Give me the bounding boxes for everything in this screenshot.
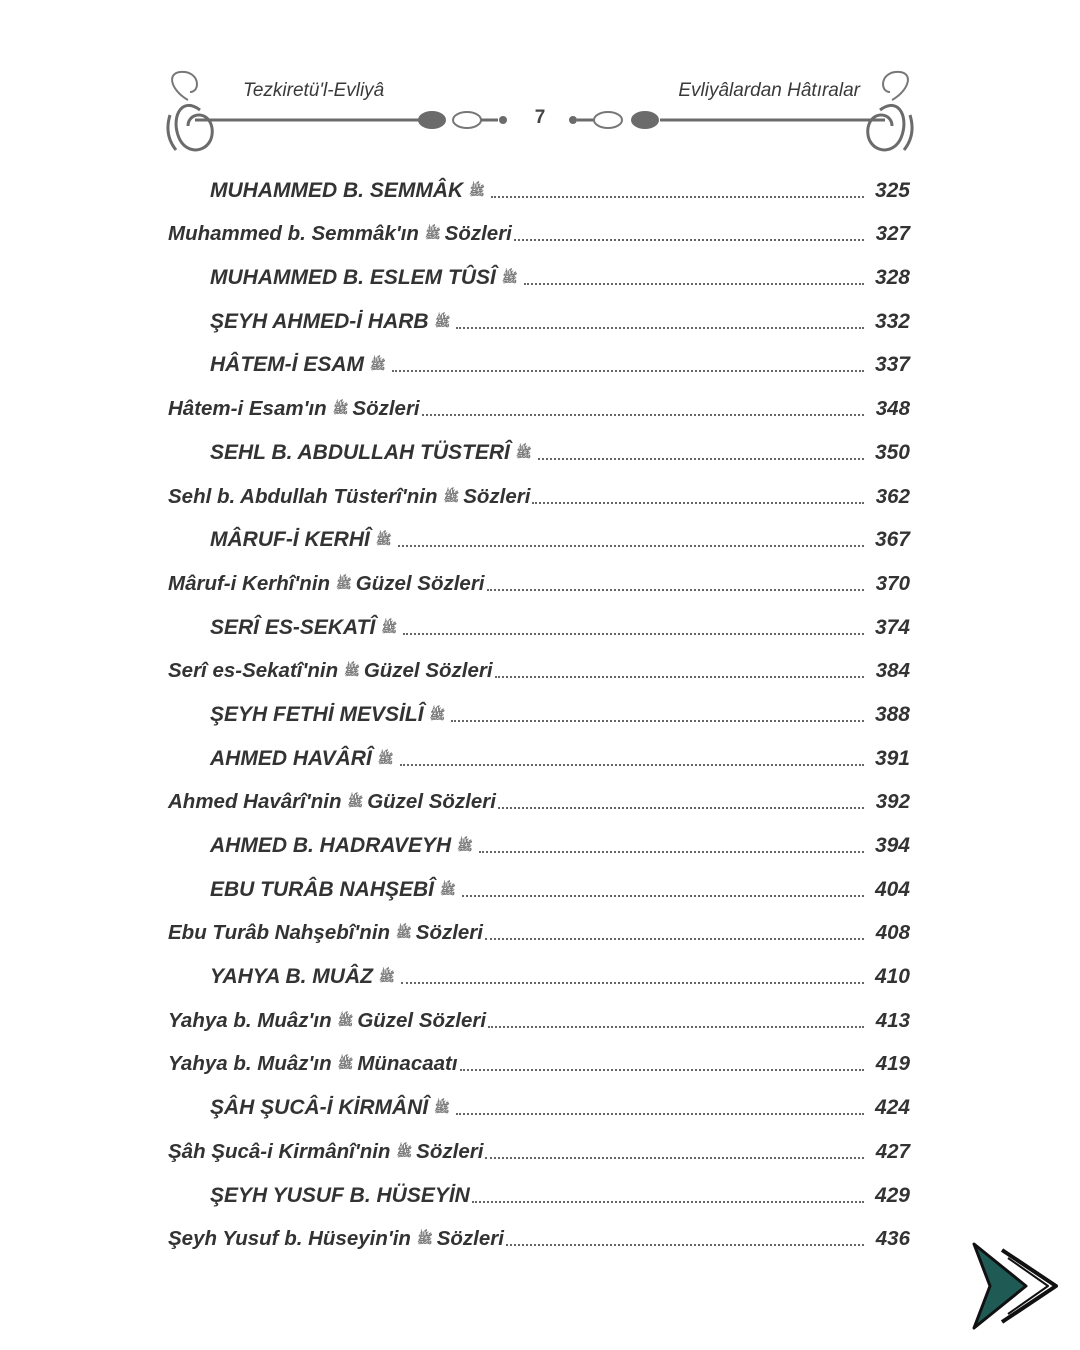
toc-entry[interactable] bbox=[168, 1128, 910, 1172]
toc-entry[interactable] bbox=[168, 1172, 910, 1216]
toc-entry[interactable] bbox=[168, 517, 910, 561]
toc-entry-page: 391 bbox=[874, 746, 910, 770]
header-section-title: Evliyâlardan Hâtıralar bbox=[678, 80, 860, 101]
toc-entry[interactable] bbox=[168, 385, 910, 429]
honorific-icon: ﷺ bbox=[375, 532, 392, 548]
header-ornament bbox=[0, 0, 1080, 170]
dot-leader bbox=[514, 239, 864, 241]
toc-entry-page: 332 bbox=[874, 309, 910, 333]
header-book-title: Tezkiretü'l-Evliyâ bbox=[243, 80, 385, 101]
toc-entry[interactable] bbox=[168, 779, 910, 823]
toc-entry[interactable] bbox=[168, 648, 910, 692]
toc-entry-suffix: Güzel Sözleri bbox=[355, 571, 485, 595]
dot-leader bbox=[460, 1069, 864, 1071]
toc-entry[interactable] bbox=[168, 429, 910, 473]
toc-entry-suffix: Güzel Sözleri bbox=[363, 659, 493, 683]
toc-entry-page: 419 bbox=[875, 1052, 910, 1076]
honorific-icon: ﷺ bbox=[370, 357, 386, 373]
toc-entry-suffix: Sözleri bbox=[416, 1139, 484, 1163]
honorific-icon: ﷺ bbox=[501, 270, 518, 286]
honorific-icon: ﷺ bbox=[396, 1143, 413, 1159]
dot-leader bbox=[538, 458, 864, 460]
toc-entry-page: 348 bbox=[875, 397, 910, 421]
dot-leader bbox=[422, 414, 864, 416]
toc-entry-page: 436 bbox=[875, 1227, 910, 1251]
honorific-icon: ﷺ bbox=[469, 182, 485, 198]
toc-entry-title: Şâh Şucâ-i Kirmânî'nin bbox=[168, 1139, 391, 1163]
toc-entry[interactable] bbox=[168, 1216, 910, 1260]
toc-entry-title: Yahya b. Muâz'ın bbox=[168, 1052, 332, 1076]
toc-entry-title: AHMED B. HADRAVEYH bbox=[210, 834, 452, 857]
toc-entry-page: 337 bbox=[874, 353, 910, 377]
dot-leader bbox=[532, 502, 864, 504]
honorific-icon: ﷺ bbox=[434, 313, 451, 329]
toc-entry[interactable] bbox=[168, 473, 910, 517]
toc-entry-title: Mâruf-i Kerhî'nin bbox=[168, 571, 331, 595]
toc-entry-page: 367 bbox=[874, 528, 910, 552]
toc-entry-page: 350 bbox=[874, 440, 910, 464]
dot-leader bbox=[487, 589, 865, 591]
toc-entry-title: SEHL B. ABDULLAH TÜSTERÎ bbox=[210, 440, 510, 464]
honorific-icon: ﷺ bbox=[443, 488, 460, 504]
toc-entry-page: 374 bbox=[874, 615, 910, 639]
toc-entry-title: Sehl b. Abdullah Tüsterî'nin bbox=[168, 484, 438, 508]
dot-leader bbox=[488, 1026, 864, 1028]
dot-leader bbox=[506, 1244, 864, 1246]
dot-leader bbox=[392, 370, 864, 372]
toc-entry-page: 384 bbox=[875, 659, 910, 683]
toc-entry-page: 394 bbox=[874, 834, 910, 857]
honorific-icon: ﷺ bbox=[336, 575, 352, 591]
honorific-icon: ﷺ bbox=[440, 881, 456, 897]
toc-entry-title: MUHAMMED B. ESLEM TÛSÎ bbox=[210, 266, 496, 290]
toc-entry[interactable] bbox=[168, 254, 910, 298]
toc-entry[interactable] bbox=[168, 735, 910, 779]
dot-leader bbox=[451, 720, 864, 722]
toc-entry-page: 328 bbox=[874, 266, 910, 290]
dot-leader bbox=[403, 633, 864, 635]
toc-entry-title: Serî es-Sekatî'nin bbox=[168, 659, 339, 683]
page-header bbox=[0, 0, 1080, 170]
toc-entry-suffix: Münacaatı bbox=[357, 1052, 458, 1076]
toc-entry-title: Ebu Turâb Nahşebî'nin bbox=[168, 921, 391, 945]
toc-entry[interactable] bbox=[168, 691, 910, 735]
toc-entry-page: 424 bbox=[874, 1096, 910, 1120]
toc-entry-title: Muhammed b. Semmâk'ın bbox=[168, 222, 419, 246]
next-arrow-icon[interactable] bbox=[968, 1240, 1064, 1332]
dot-leader bbox=[485, 1157, 864, 1159]
honorific-icon: ﷺ bbox=[381, 619, 398, 635]
toc-entry-suffix: Güzel Sözleri bbox=[367, 790, 496, 814]
toc-entry[interactable] bbox=[168, 560, 910, 604]
honorific-icon: ﷺ bbox=[337, 1056, 354, 1072]
dot-leader bbox=[456, 327, 864, 329]
toc-entry-suffix: Sözleri bbox=[436, 1227, 504, 1251]
toc-entry-page: 404 bbox=[874, 877, 910, 901]
toc-entry-title: ŞEYH YUSUF B. HÜSEYİN bbox=[210, 1183, 470, 1207]
honorific-icon: ﷺ bbox=[416, 1231, 433, 1247]
honorific-icon: ﷺ bbox=[515, 444, 532, 460]
honorific-icon: ﷺ bbox=[434, 1100, 450, 1116]
honorific-icon: ﷺ bbox=[332, 401, 349, 417]
dot-leader bbox=[401, 982, 864, 984]
toc-entry[interactable] bbox=[168, 167, 910, 211]
toc-entry[interactable] bbox=[168, 866, 910, 910]
toc-entry-title: MUHAMMED B. SEMMÂK bbox=[210, 178, 464, 202]
toc-entry-page: 370 bbox=[875, 571, 910, 595]
toc-entry-suffix: Sözleri bbox=[444, 222, 512, 246]
toc-entry[interactable] bbox=[168, 1041, 910, 1085]
toc-entry-page: 327 bbox=[875, 222, 910, 246]
dot-leader bbox=[498, 807, 864, 809]
dot-leader bbox=[472, 1201, 864, 1203]
toc-entry-title: Hâtem-i Esam'ın bbox=[168, 397, 327, 421]
dot-leader bbox=[456, 1113, 864, 1115]
toc-entry-page: 392 bbox=[875, 790, 910, 814]
toc-entry-page: 388 bbox=[874, 702, 910, 726]
toc-entry[interactable] bbox=[168, 1084, 910, 1128]
honorific-icon: ﷺ bbox=[377, 750, 394, 766]
toc-entry[interactable] bbox=[168, 910, 910, 954]
toc-entry[interactable] bbox=[168, 298, 910, 342]
toc-entry[interactable] bbox=[168, 604, 910, 648]
dot-leader bbox=[400, 764, 865, 766]
honorific-icon: ﷺ bbox=[396, 925, 412, 941]
dot-leader bbox=[485, 938, 864, 940]
toc-entry-title: ŞÂH ŞUCÂ-İ KİRMÂNÎ bbox=[210, 1096, 429, 1120]
toc-entry-title: AHMED HAVÂRÎ bbox=[210, 746, 372, 770]
dot-leader bbox=[491, 196, 864, 198]
toc-entry-title: Yahya b. Muâz'ın bbox=[168, 1008, 332, 1032]
toc-entry-page: 427 bbox=[875, 1139, 910, 1163]
toc-entry-page: 413 bbox=[875, 1008, 910, 1032]
toc-entry-page: 362 bbox=[875, 484, 910, 508]
toc-entry-suffix: Sözleri bbox=[463, 484, 531, 508]
honorific-icon: ﷺ bbox=[344, 663, 360, 679]
dot-leader bbox=[398, 545, 864, 547]
honorific-icon: ﷺ bbox=[347, 794, 364, 810]
honorific-icon: ﷺ bbox=[457, 838, 473, 853]
toc-entry-suffix: Güzel Sözleri bbox=[357, 1008, 487, 1032]
dot-leader bbox=[479, 851, 864, 853]
honorific-icon: ﷺ bbox=[378, 969, 395, 985]
toc-entry-page: 325 bbox=[874, 178, 910, 202]
toc-entry[interactable] bbox=[168, 953, 910, 997]
dot-leader bbox=[462, 895, 864, 897]
toc-entry-title: MÂRUF-İ KERHÎ bbox=[210, 528, 370, 552]
toc-entry[interactable] bbox=[168, 997, 910, 1041]
dot-leader bbox=[524, 283, 864, 285]
honorific-icon: ﷺ bbox=[429, 706, 446, 722]
toc-entry-title: HÂTEM-İ ESAM bbox=[210, 353, 364, 377]
toc-entry[interactable] bbox=[168, 211, 910, 255]
toc-entry-suffix: Sözleri bbox=[352, 397, 420, 421]
honorific-icon: ﷺ bbox=[424, 226, 441, 242]
toc-entry-title: YAHYA B. MUÂZ bbox=[210, 965, 373, 989]
toc-entry-page: 429 bbox=[874, 1183, 910, 1207]
honorific-icon: ﷺ bbox=[337, 1012, 354, 1028]
toc-entry-suffix: Sözleri bbox=[415, 921, 483, 945]
table-of-contents bbox=[168, 167, 910, 1259]
page-number: 7 bbox=[534, 107, 546, 128]
toc-entry-title: EBU TURÂB NAHŞEBÎ bbox=[210, 877, 435, 901]
toc-entry-page: 410 bbox=[874, 965, 910, 989]
toc-entry-title: SERÎ ES-SEKATÎ bbox=[210, 615, 376, 639]
toc-entry-title: Şeyh Yusuf b. Hüseyin'in bbox=[168, 1227, 411, 1251]
toc-entry-title: ŞEYH FETHİ MEVSİLÎ bbox=[210, 702, 424, 726]
toc-entry-title: ŞEYH AHMED-İ HARB bbox=[210, 309, 429, 333]
toc-entry-page: 408 bbox=[875, 921, 910, 945]
toc-entry-title: Ahmed Havârî'nin bbox=[168, 790, 342, 814]
dot-leader bbox=[495, 676, 864, 678]
toc-entry[interactable] bbox=[168, 822, 910, 866]
toc-entry[interactable] bbox=[168, 342, 910, 386]
